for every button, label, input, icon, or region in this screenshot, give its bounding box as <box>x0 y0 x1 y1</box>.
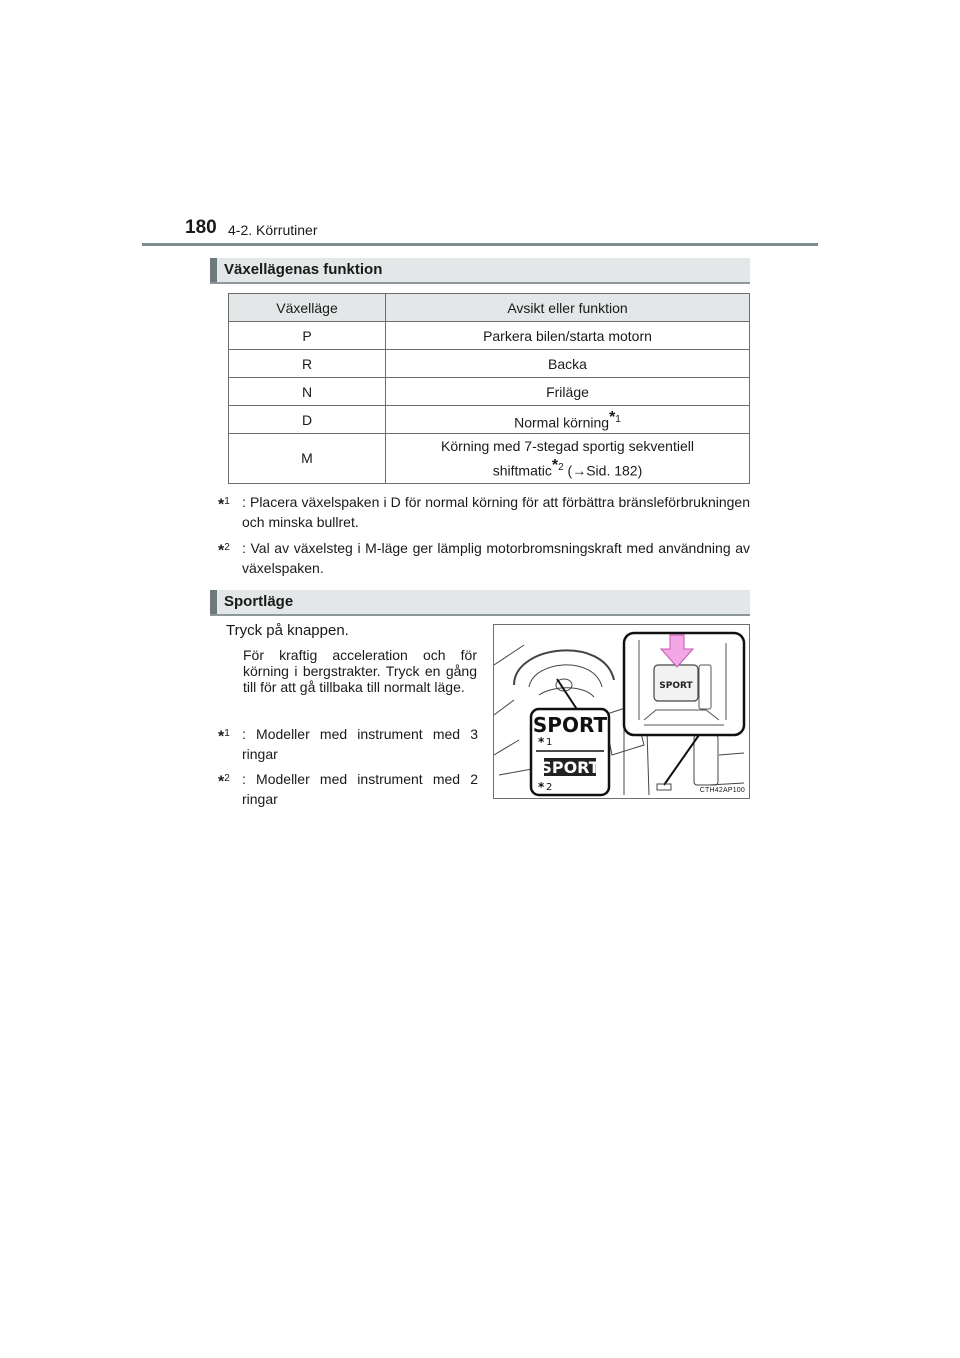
table-row <box>229 322 750 350</box>
cell-function <box>386 406 750 434</box>
footnote-text: : Modeller med instrument med 3 ringar <box>242 726 478 762</box>
cell-position: R <box>229 350 386 378</box>
page-reference: (→Sid. 182) <box>567 462 643 479</box>
footnote-text: : Placera växelspaken i D för normal körning för att förbättra bränsleförbrukningen och minska bullret. <box>242 494 750 530</box>
section-heading-sport-mode <box>210 590 750 616</box>
column-header-position: Växelläge <box>229 294 386 322</box>
section-heading-shift-positions <box>210 258 750 284</box>
cell-position: N <box>229 378 386 406</box>
heading-bar <box>210 590 217 614</box>
table-row <box>229 350 750 378</box>
indicator-label-outline: SPORT <box>532 713 608 737</box>
footnote-mark: *$^1$ <box>218 728 230 746</box>
ref-number: 2 <box>546 782 553 793</box>
table-row <box>229 406 750 434</box>
sport-button-label: SPORT <box>659 681 693 691</box>
function-text-line1: Körning med 7-stegad sportig sekventiell <box>441 437 694 454</box>
description-text: För kraftig acceleration och för körning i bergstrakter. Tryck en gång till för att gå tillbaka till normalt läge. <box>243 647 477 695</box>
footnote-mark: *$^1$ <box>218 496 230 514</box>
instruction-text: Tryck på knappen. <box>226 622 349 639</box>
cell-function: Parkera bilen/starta motorn <box>386 322 750 350</box>
table-row <box>229 378 750 406</box>
figure-code: CTH42AP100 <box>699 787 745 794</box>
cell-position: M <box>229 434 386 484</box>
table-row <box>229 434 750 484</box>
page-number: 180 <box>185 217 217 238</box>
cell-function: Backa <box>386 350 750 378</box>
footnote <box>218 492 750 532</box>
column-header-function: Avsikt eller funktion <box>386 294 750 322</box>
cell-function <box>386 434 750 484</box>
function-text: Normal körning <box>514 414 610 431</box>
shift-position-table <box>228 293 750 484</box>
function-text-line2: shiftmatic <box>492 462 552 479</box>
footnote-ref: *1 <box>609 408 621 426</box>
section-heading-label: Växellägenas funktion <box>224 261 383 278</box>
header-rule <box>142 243 818 246</box>
section-heading-label: Sportläge <box>224 593 294 610</box>
footnote-mark: *$^2$ <box>218 542 230 560</box>
footnote <box>218 769 478 809</box>
ref-star: * <box>538 780 545 794</box>
footnote-text: : Val av växelsteg i M-läge ger lämplig motorbromsningskraft med användning av växelspaken. <box>242 540 750 576</box>
ref-number: 1 <box>546 737 553 748</box>
ref-star: * <box>538 735 545 749</box>
footnote <box>218 724 478 764</box>
footnote-ref: *2 <box>551 456 564 474</box>
table-header-row <box>229 294 750 322</box>
heading-bar <box>210 258 217 282</box>
footnote-text: : Modeller med instrument med 2 ringar <box>242 771 478 807</box>
indicator-label-filled: SPORT <box>540 758 600 777</box>
cell-position: P <box>229 322 386 350</box>
dashboard-drawing <box>494 625 750 799</box>
sport-button-illustration <box>493 624 750 799</box>
cell-position: D <box>229 406 386 434</box>
chapter-title: 4-2. Körrutiner <box>228 222 318 238</box>
footnote-mark: *$^2$ <box>218 773 230 791</box>
footnote <box>218 538 750 578</box>
cell-function: Friläge <box>386 378 750 406</box>
